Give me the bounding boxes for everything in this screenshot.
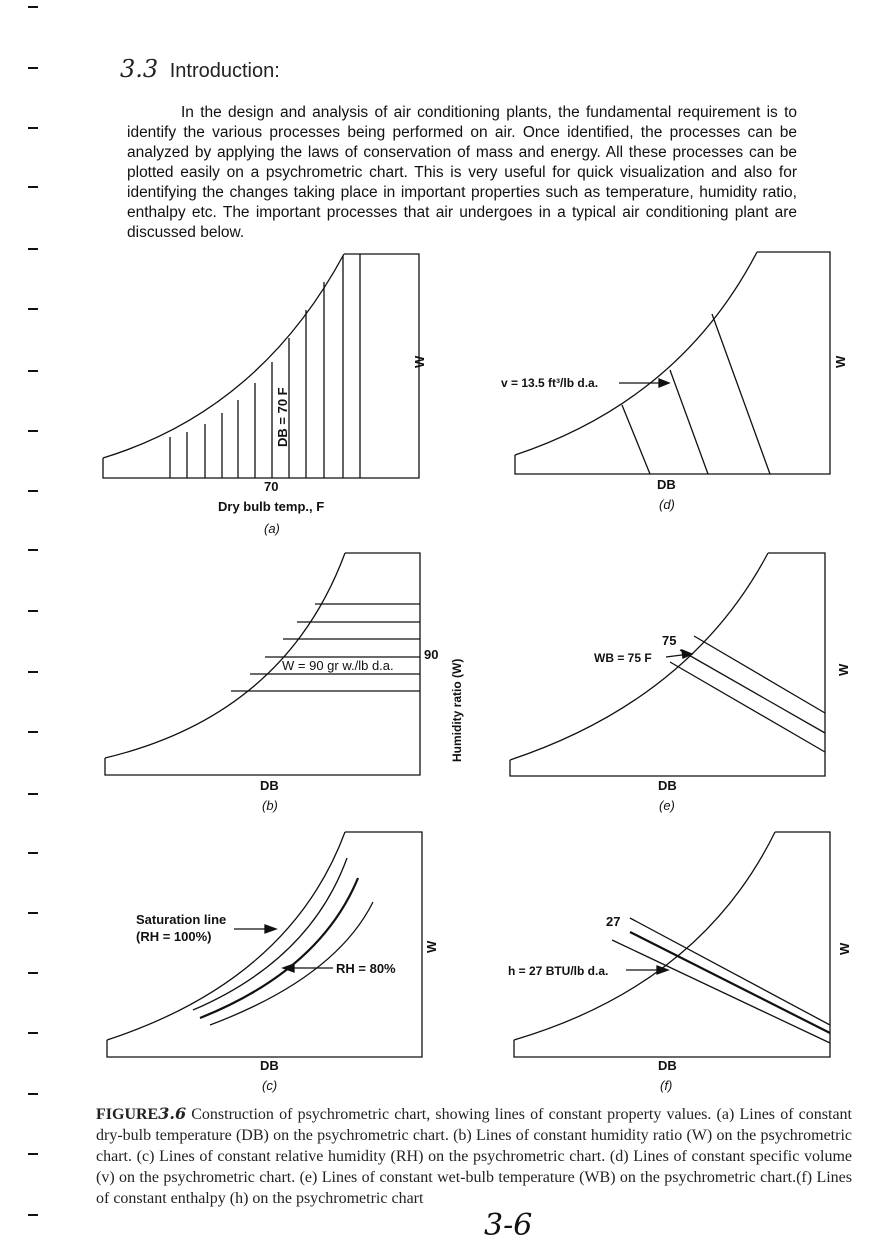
panel-f-h-line — [612, 940, 830, 1043]
panel-f — [508, 832, 852, 1093]
page-number: 3-6 — [484, 1208, 533, 1243]
figure-caption — [96, 1103, 852, 1209]
panel-c-x-title: DB — [260, 1058, 279, 1073]
panel-c-sat-label-2: (RH = 100%) — [136, 929, 212, 944]
panel-f-value: 27 — [606, 914, 621, 929]
panel-a-w-label: W — [412, 355, 427, 368]
panel-c-frame — [107, 832, 422, 1057]
panel-e-wb-line — [694, 636, 825, 713]
panel-f-h-line-bold — [630, 932, 830, 1033]
panel-d-frame — [515, 252, 830, 474]
panel-b-w-line-label: W = 90 gr w./lb d.a. — [282, 658, 394, 673]
panel-a-db-label: DB = 70 F — [275, 387, 290, 447]
panel-f-h-label: h = 27 BTU/lb d.a. — [508, 964, 609, 978]
panel-a-tag: (a) — [264, 521, 280, 536]
panel-e-wb-line — [680, 650, 825, 733]
panel-d-x-title: DB — [657, 477, 676, 492]
panel-d-w-label: W — [833, 355, 848, 368]
panel-b — [105, 553, 464, 813]
panel-d — [501, 252, 848, 512]
panel-f-saturation-curve — [514, 832, 775, 1040]
panel-d-volume-line — [712, 314, 770, 474]
panel-a — [103, 254, 427, 536]
panel-f-w-label: W — [837, 942, 852, 955]
panel-c-sat-label-1: Saturation line — [136, 912, 227, 927]
panel-c-tag: (c) — [262, 1078, 278, 1093]
panel-f-x-title: DB — [658, 1058, 677, 1073]
panel-e-w-label: W — [836, 663, 851, 676]
panel-d-tag: (d) — [659, 497, 675, 512]
panel-b-y-title: Humidity ratio (W) — [450, 658, 464, 762]
panel-b-x-title: DB — [260, 778, 279, 793]
panel-f-tag: (f) — [660, 1078, 673, 1093]
panel-a-x-title: Dry bulb temp., F — [218, 499, 325, 514]
panel-f-arrowhead — [657, 966, 668, 974]
panel-d-arrowhead — [659, 379, 669, 387]
panel-e-tag: (e) — [659, 798, 675, 813]
caption-text: Construction of psychrometric chart, showing lines of constant property values. (a) Lines of constant dry-bulb temperature (DB) on the psychrometric chart. (b) Lines of constant humidity ratio (W) on the psychrometric chart. (c) Lines of constant relative humidity (RH) on the psychrometric chart. (d) Lines of constant specific volume (v) on the psychrometric chart. (e) Lines of constant wet-bulb temperature (WB) on the psychrometric chart.(f) Lines of constant enthalpy (h) on the psychrometric chart — [96, 1106, 852, 1207]
panel-c-rh-line-bold — [200, 878, 358, 1018]
panel-b-value: 90 — [424, 647, 439, 662]
panel-c-w-label: W — [424, 940, 439, 953]
panel-d-volume-line — [622, 405, 650, 474]
panel-e — [510, 553, 851, 813]
caption-figure-number: 3.6 — [158, 1104, 187, 1123]
panel-a-x-value: 70 — [264, 479, 279, 494]
panel-e-x-title: DB — [658, 778, 677, 793]
panel-c-rh-label: RH = 80% — [336, 961, 396, 976]
caption-lead: FIGURE — [96, 1106, 159, 1123]
panel-c-sat-arrowhead — [265, 925, 276, 933]
panel-c — [107, 832, 439, 1093]
panel-e-wb-line — [670, 662, 825, 752]
panel-a-saturation-curve — [103, 254, 344, 458]
section-title: Introduction: — [169, 60, 280, 82]
intro-paragraph: In the design and analysis of air conditioning plants, the fundamental requirement is to identify the various processes being performed on air. Once identified, the processes can be analyzed by applying the laws of conservation of mass and energy. All these processes can be plotted easily on a psychrometric chart. This is very useful for quick visualization and also for identifying the changes taking place in important properties such as temperature, humidity ratio, enthalpy etc. The important processes that air undergoes in a typical air conditioning plant are discussed below. — [127, 104, 797, 241]
panel-d-v-label: v = 13.5 ft³/lb d.a. — [501, 376, 599, 390]
section-number: 3.3 — [120, 55, 159, 83]
panel-e-arrowhead — [682, 650, 692, 658]
panel-b-tag: (b) — [262, 798, 278, 813]
panel-d-volume-line — [670, 370, 708, 474]
panel-e-wb-label: WB = 75 F — [594, 651, 652, 665]
panel-b-saturation-curve — [105, 553, 345, 758]
panel-e-value: 75 — [662, 633, 677, 648]
panel-d-saturation-curve — [515, 252, 757, 455]
